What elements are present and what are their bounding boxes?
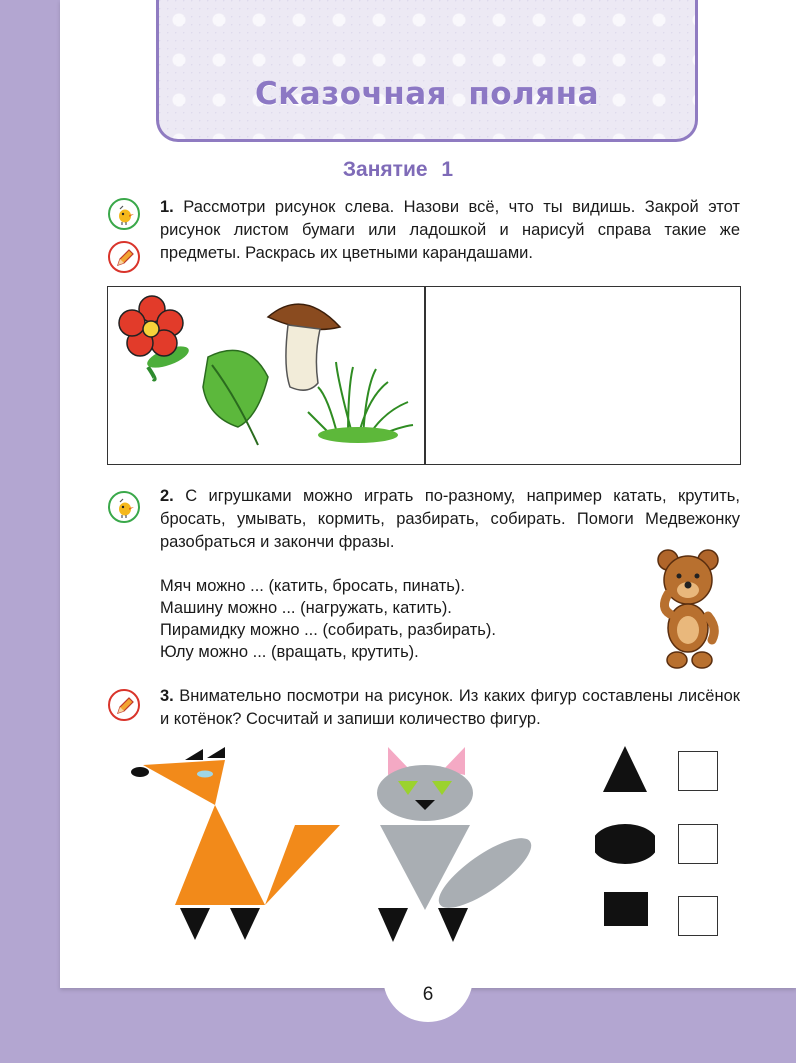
task-2 [160, 485, 740, 554]
header-banner [156, 0, 698, 142]
bird-icon [108, 491, 140, 523]
cat-figure [370, 745, 540, 945]
mushroom-icon [268, 304, 340, 390]
phrase-line: Пирамидку можно ... (собирать, разбирать). [160, 621, 496, 639]
pencil-icon [108, 241, 140, 273]
page-title: Сказочная поляна [255, 76, 599, 112]
ellipse-count-box[interactable] [678, 824, 718, 864]
leaf-icon [203, 350, 268, 445]
fox-figure [125, 745, 345, 945]
grass-icon [308, 362, 413, 437]
bird-icon [108, 198, 140, 230]
drawing-frame [107, 286, 741, 465]
task-3-text: Внимательно посмотри на рисунок. Из каких фигур составлены лисёнок и котёнок? Сосчитай и запиши количество фигур. [160, 687, 740, 728]
triangle-icon [603, 746, 647, 792]
ellipse-icon [595, 824, 655, 864]
pencil-icon [108, 689, 140, 721]
task-1 [160, 196, 740, 265]
nature-picture [108, 287, 420, 463]
task-3-number: 3. [160, 687, 174, 705]
square-icon [604, 892, 648, 926]
shape-legend [595, 746, 655, 926]
task-2-text: С игрушками можно играть по-разному, например катать, крутить, бросать, умывать, кормить, разбирать, собирать. Помоги Медвежонку разобраться и закончи фразы. [160, 487, 740, 551]
bear-cub-picture [650, 548, 724, 672]
task-1-number: 1. [160, 198, 174, 216]
phrase-line: Юлу можно ... (вращать, крутить). [160, 643, 419, 661]
phrase-line: Машину можно ... (нагружать, катить). [160, 599, 452, 617]
triangle-count-box[interactable] [678, 751, 718, 791]
phrase-line: Мяч можно ... (катить, бросать, пинать). [160, 577, 465, 595]
task-3 [160, 685, 740, 731]
lesson-title: Занятие 1 [342, 158, 454, 181]
task-1-text: Рассмотри рисунок слева. Назови всё, что ты видишь. Закрой этот рисунок листом бумаги или ладошкой и нарисуй справа такие же предметы. Раскрась их цветными карандашами. [160, 198, 740, 262]
flower-icon [119, 296, 191, 380]
task-2-number: 2. [160, 487, 174, 505]
frame-divider [424, 287, 426, 464]
square-count-box[interactable] [678, 896, 718, 936]
page-number: 6 [422, 984, 434, 1005]
